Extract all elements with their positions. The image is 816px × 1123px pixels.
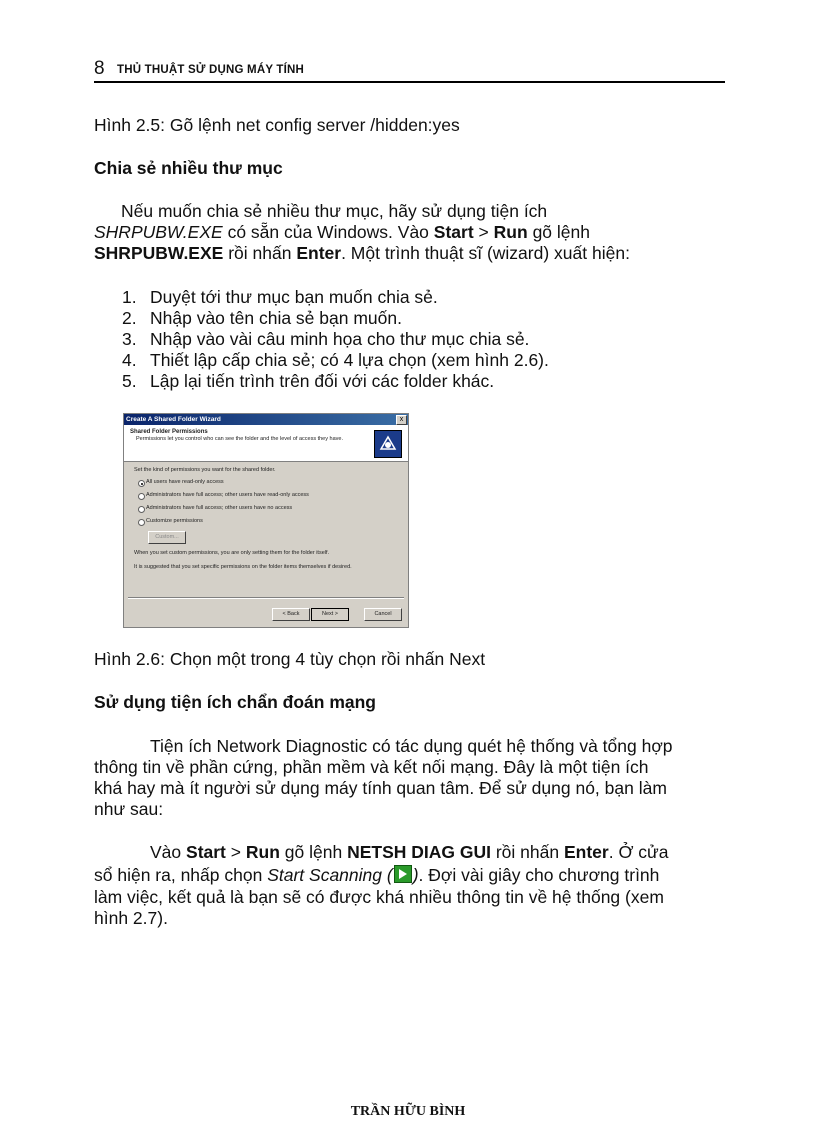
start-scanning-icon: [394, 865, 412, 883]
page-footer-author: TRẦN HỮU BÌNH: [350, 1104, 466, 1119]
steps-list: [122, 287, 722, 397]
run-keyword: Run: [245, 842, 280, 862]
section-heading-diagnostic: Sử dụng tiện ích chẩn đoán mạng: [94, 692, 376, 712]
text-run: . Một trình thuật sĩ (wizard) xuất hiện:: [341, 243, 630, 263]
back-button[interactable]: < Back: [272, 608, 310, 621]
paragraph-line: hình 2.7).: [94, 908, 168, 928]
list-item: [122, 371, 494, 392]
option-label: Administrators have full access; other users have read-only access: [146, 492, 309, 498]
text-run: sổ hiện ra, nhấp chọn: [94, 865, 263, 885]
list-number: 4.: [122, 350, 137, 370]
run-keyword: Run: [493, 222, 528, 242]
permissions-prompt: Set the kind of permissions you want for the shared folder.: [134, 467, 276, 473]
section-heading-share: Chia sẻ nhiều thư mục: [94, 158, 283, 178]
start-keyword: Start: [186, 842, 226, 862]
dialog-note: When you set custom permissions, you are only setting them for the folder itself.: [134, 550, 330, 556]
dialog-separator: [128, 597, 404, 599]
paragraph-line: như sau:: [94, 799, 164, 819]
text-run: rồi nhấn: [228, 243, 292, 263]
paragraph-line: [150, 842, 669, 863]
radio-read-only[interactable]: [138, 480, 145, 487]
text-run: . Đợi vài giây cho chương trình: [418, 865, 660, 885]
list-number: 2.: [122, 308, 137, 328]
text-run: có sẵn của Windows. Vào: [227, 222, 429, 242]
paragraph-line: Nếu muốn chia sẻ nhiều thư mục, hãy sử dụng tiện ích: [121, 201, 548, 221]
dialog-titlebar: [124, 414, 408, 425]
text-run: gõ lệnh: [284, 842, 343, 862]
command-text: NETSH DIAG GUI: [347, 842, 491, 862]
list-item: [122, 287, 438, 308]
enter-keyword: Enter: [296, 243, 342, 263]
radio-admin-full-read[interactable]: [138, 493, 145, 500]
paragraph-line: [94, 865, 659, 886]
running-header: THỦ THUẬT SỬ DỤNG MÁY TÍNH: [117, 64, 305, 76]
figure-caption-2-5: Hình 2.5: Gõ lệnh net config server /hidden:yes: [94, 115, 460, 135]
header-rule: [94, 81, 725, 83]
paragraph-line: [94, 222, 590, 243]
text-run: Vào: [150, 842, 182, 862]
list-number: 1.: [122, 287, 137, 307]
dialog-note: It is suggested that you set specific permissions on the folder items themselves if desired.: [134, 564, 352, 570]
text-run: gõ lệnh: [532, 222, 590, 242]
paragraph-line: khá hay mà ít người sử dụng máy tính quan tâm. Để sử dụng nó, bạn làm: [94, 778, 667, 798]
page-number: 8: [94, 58, 105, 79]
text-run: rồi nhấn: [495, 842, 560, 862]
enter-keyword: Enter: [563, 842, 609, 862]
list-item: [122, 329, 529, 350]
radio-admin-full-none[interactable]: [138, 506, 145, 513]
dialog-subheading: Permissions let you control who can see the folder and the level of access they have.: [136, 436, 343, 442]
text-run: . Ở cửa: [608, 842, 669, 862]
list-text: Lập lại tiến trình trên đối với các folder khác.: [150, 371, 495, 391]
list-text: Thiết lập cấp chia sẻ; có 4 lựa chọn (xem hình 2.6).: [150, 350, 549, 370]
paragraph-line: làm việc, kết quả là bạn sẽ có được khá nhiều thông tin về hệ thống (xem: [94, 887, 664, 907]
list-text: Duyệt tới thư mục bạn muốn chia sẻ.: [150, 287, 438, 307]
option-label: Customize permissions: [146, 518, 203, 524]
text-run: >: [478, 222, 489, 242]
list-item: [122, 308, 402, 329]
text-run: >: [230, 842, 241, 862]
next-button[interactable]: Next >: [311, 608, 349, 621]
figure-caption-2-6: Hình 2.6: Chọn một trong 4 tùy chọn rồi nhấn Next: [94, 649, 486, 669]
shared-folder-wizard-dialog: [123, 413, 409, 628]
custom-button[interactable]: Custom...: [148, 531, 186, 544]
close-icon[interactable]: x: [396, 415, 407, 425]
paragraph-line: thông tin về phần cứng, phần mềm và kết nối mạng. Đây là một tiện ích: [94, 757, 649, 777]
start-scanning-label: Start Scanning (: [267, 865, 393, 885]
dialog-heading: Shared Folder Permissions: [130, 429, 208, 435]
start-keyword: Start: [433, 222, 474, 242]
exe-name: SHRPUBW.EXE: [94, 222, 223, 242]
dialog-title: Create A Shared Folder Wizard: [126, 416, 221, 423]
command-text: SHRPUBW.EXE: [94, 243, 224, 263]
list-number: 3.: [122, 329, 137, 349]
text-run: ): [412, 865, 419, 885]
list-text: Nhập vào tên chia sẻ bạn muốn.: [150, 308, 402, 328]
list-text: Nhập vào vài câu minh họa cho thư mục chia sẻ.: [150, 329, 530, 349]
paragraph-line: [94, 243, 630, 264]
list-number: 5.: [122, 371, 137, 391]
dialog-header: [124, 425, 408, 462]
paragraph-line: Tiện ích Network Diagnostic có tác dụng quét hệ thống và tổng hợp: [150, 736, 673, 756]
radio-customize[interactable]: [138, 519, 145, 526]
option-label: Administrators have full access; other users have no access: [146, 505, 293, 511]
option-label: All users have read-only access: [146, 479, 224, 485]
wizard-icon: [374, 430, 402, 458]
list-item: [122, 350, 549, 371]
cancel-button[interactable]: Cancel: [364, 608, 402, 621]
